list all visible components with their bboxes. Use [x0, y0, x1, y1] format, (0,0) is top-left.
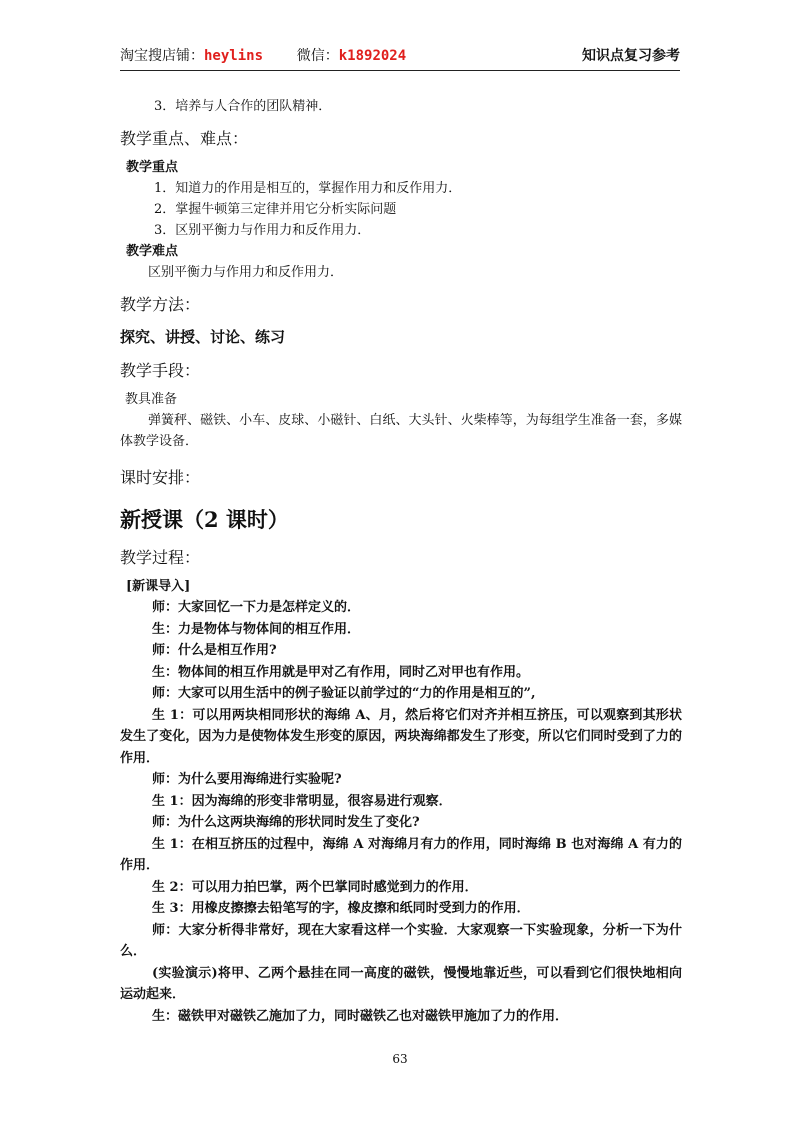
dialogue-line: 师：什么是相互作用? [152, 643, 277, 658]
dialogue-line: 师：大家回忆一下力是怎样定义的． [152, 600, 361, 615]
schedule-heading: 课时安排： [120, 468, 201, 487]
dialogue-line: 生：物体间的相互作用就是甲对乙有作用，同时乙对甲也有作用。 [152, 664, 530, 680]
difficulty-text: 区别平衡力与作用力和反作用力． [148, 265, 344, 280]
dialogue-line: 生：磁铁甲对磁铁乙施加了力，同时磁铁乙也对磁铁甲施加了力的作用． [152, 1008, 569, 1024]
dialogue-line: 生 3：用橡皮擦擦去铅笔写的字，橡皮擦和纸同时受到力的作用． [152, 901, 530, 916]
tools-label: 教具准备 [125, 392, 178, 407]
tools-text: 弹簧秤、磁铁、小车、皮球、小磁针、白纸、大头针、火柴棒等，为每组学生准备一套，多媒体教学设备． [120, 413, 682, 449]
header-title: 知识点复习参考 [582, 48, 680, 64]
page-content [120, 96, 682, 1027]
shop-name: heylins [204, 48, 264, 64]
key-point-1: 1．知道力的作用是相互的，掌握作用力和反作用力． [154, 181, 462, 196]
page-number: 63 [392, 1052, 408, 1066]
dialogue-line: 生 1：可以用两块相同形状的海绵 A、月，然后将它们对齐并相互挤压，可以观察到其形状发生了变化，因为力是使物体发生形变的原因，两块海绵都发生了形变，所以它们同时受到了力的作用． [120, 707, 682, 766]
key-point-3: 3．区别平衡力与作用力和反作用力． [154, 223, 371, 238]
dialogue-line: 生：力是物体与物体间的相互作用． [152, 621, 361, 637]
dialogue-line: 师：为什么要用海绵进行实验呢? [152, 772, 342, 787]
dialogue-line: 师：大家可以用生活中的例子验证以前学过的“力的作用是相互的”, [152, 686, 536, 701]
focus-heading: 教学重点、难点： [120, 129, 249, 148]
process-heading: 教学过程： [120, 548, 201, 567]
shop-label: 淘宝搜店铺： [120, 48, 204, 64]
dialogue-line: 生 2：可以用力拍巴掌，两个巴掌同时感觉到力的作用． [152, 879, 478, 895]
page-header [120, 46, 680, 71]
header-left [120, 46, 406, 66]
dialogue-line: 师：为什么这两块海绵的形状同时发生了变化? [152, 815, 420, 830]
dialogue-line: 师：大家分析得非常好，现在大家看这样一个实验．大家观察一下实验现象，分析一下为什么． [120, 922, 682, 959]
dialogue-line: (实验演示)将甲、乙两个悬挂在同一高度的磁铁，慢慢地靠近些，可以看到它们很快地相向运动起来． [120, 965, 682, 1002]
key-point-2: 2．掌握牛顿第三定律并用它分析实际问题 [154, 202, 397, 217]
key-label: 教学重点 [126, 160, 179, 175]
goal-3: 3．培养与人合作的团队精神． [154, 99, 332, 114]
method-heading: 教学方法： [120, 295, 201, 314]
dialogue-line: 生 1：在相互挤压的过程中，海绵 A 对海绵月有力的作用，同时海绵 B 也对海绵 A 有力的作用． [120, 836, 682, 873]
means-heading: 教学手段： [120, 361, 201, 380]
method-text: 探究、讲授、讨论、练习 [120, 328, 286, 346]
difficulty-label: 教学难点 [126, 244, 179, 259]
dialogue-line: 生 1：因为海绵的形变非常明显，很容易进行观察． [152, 793, 452, 809]
wechat-label: 微信： [296, 48, 339, 64]
lesson-title: 新授课（2 课时） [120, 507, 289, 532]
intro-label: [新课导入] [126, 579, 191, 594]
wechat-id: k1892024 [338, 48, 407, 64]
